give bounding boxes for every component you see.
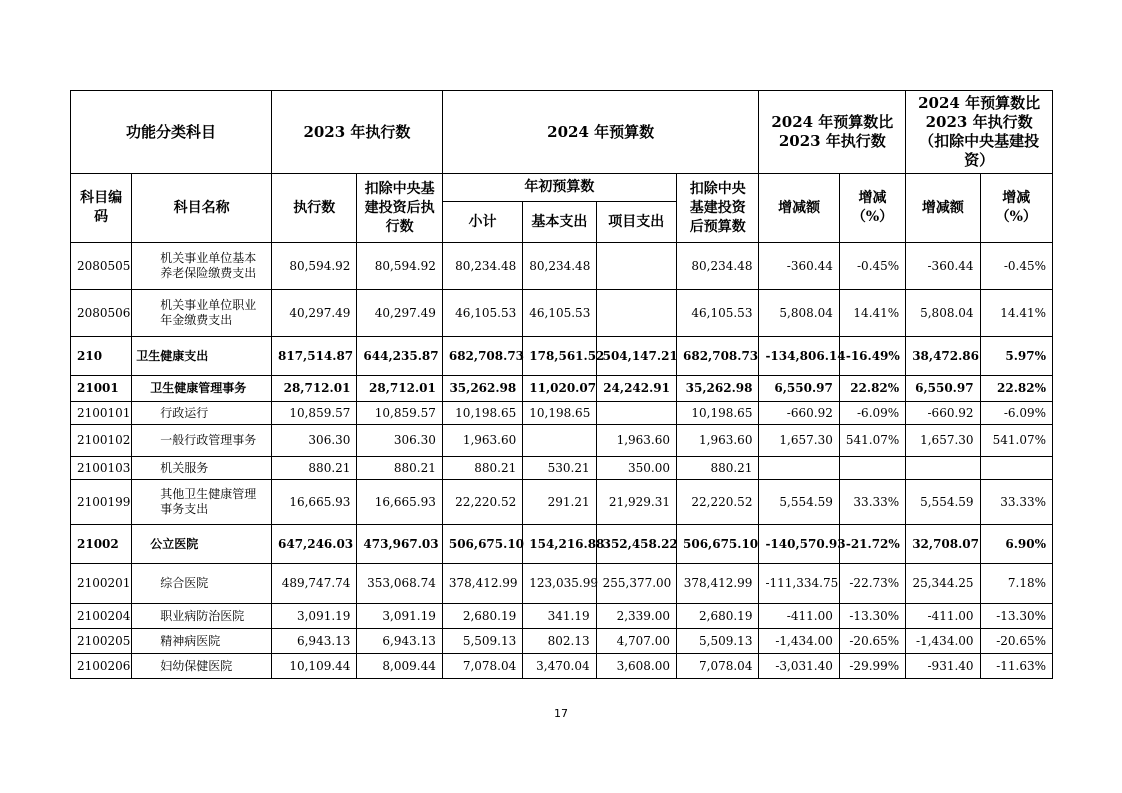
header-budget-excl: 扣除中央基建投资后预算数 <box>677 174 759 243</box>
cell-value: 353,068.74 <box>357 564 442 604</box>
cell-value: 35,262.98 <box>677 376 759 402</box>
cell-value: 880.21 <box>272 457 357 480</box>
header-compare: 2024 年预算数比 2023 年执行数 <box>759 91 906 174</box>
cell-value: 10,859.57 <box>272 402 357 425</box>
cell-value <box>596 402 676 425</box>
cell-value: 5,509.13 <box>442 629 522 654</box>
cell-value: -21.72% <box>839 525 905 564</box>
cell-value: 6,550.97 <box>906 376 980 402</box>
cell-value: 80,234.48 <box>523 243 596 290</box>
cell-value: -0.45% <box>839 243 905 290</box>
cell-value: 378,412.99 <box>442 564 522 604</box>
cell-value: 378,412.99 <box>677 564 759 604</box>
cell-value: -0.45% <box>980 243 1052 290</box>
cell-value: 4,707.00 <box>596 629 676 654</box>
cell-value: 10,198.65 <box>442 402 522 425</box>
cell-value: -1,434.00 <box>759 629 839 654</box>
cell-value: 506,675.10 <box>677 525 759 564</box>
cell-value: 350.00 <box>596 457 676 480</box>
cell-value: 1,963.60 <box>677 425 759 457</box>
cell-value: 817,514.87 <box>272 337 357 376</box>
cell-value: 22,220.52 <box>677 480 759 525</box>
cell-value: -411.00 <box>906 604 980 629</box>
cell-value: 14.41% <box>839 290 905 337</box>
table-row <box>71 376 1053 402</box>
cell-value: -6.09% <box>980 402 1052 425</box>
cell-value: 3,470.04 <box>523 654 596 679</box>
cell-code: 2100103 <box>71 457 132 480</box>
budget-table <box>70 90 1053 679</box>
header-project: 项目支出 <box>596 202 676 243</box>
cell-value: -111,334.75 <box>759 564 839 604</box>
cell-value: 46,105.53 <box>442 290 522 337</box>
cell-code: 2100102 <box>71 425 132 457</box>
cell-name: 公立医院 <box>132 525 272 564</box>
cell-value: 6,550.97 <box>759 376 839 402</box>
table-row <box>71 629 1053 654</box>
cell-value: 10,859.57 <box>357 402 442 425</box>
cell-value: -411.00 <box>759 604 839 629</box>
cell-value: 682,708.73 <box>677 337 759 376</box>
cell-value: 154,216.88 <box>523 525 596 564</box>
cell-value: -29.99% <box>839 654 905 679</box>
cell-value: 5.97% <box>980 337 1052 376</box>
cell-code: 2100204 <box>71 604 132 629</box>
cell-value: 10,109.44 <box>272 654 357 679</box>
cell-value: 80,594.92 <box>357 243 442 290</box>
cell-value: 80,594.92 <box>272 243 357 290</box>
cell-name: 机关服务 <box>132 457 272 480</box>
cell-value: 504,147.21 <box>596 337 676 376</box>
header-compare-excl: 2024 年预算数比 2023 年执行数 （扣除中央基建投资） <box>906 91 1053 174</box>
cell-value: 33.33% <box>839 480 905 525</box>
table-row <box>71 564 1053 604</box>
cell-value <box>523 425 596 457</box>
cell-value: -660.92 <box>759 402 839 425</box>
cell-code: 2100199 <box>71 480 132 525</box>
cell-value: 5,554.59 <box>906 480 980 525</box>
table-row <box>71 425 1053 457</box>
cell-value: 7.18% <box>980 564 1052 604</box>
header-exec: 执行数 <box>272 174 357 243</box>
cell-value: 682,708.73 <box>442 337 522 376</box>
header-percent-2: 增减（%） <box>980 174 1052 243</box>
header-basic: 基本支出 <box>523 202 596 243</box>
cell-value <box>980 457 1052 480</box>
table-row <box>71 654 1053 679</box>
cell-value: -6.09% <box>839 402 905 425</box>
header-subtotal: 小计 <box>442 202 522 243</box>
cell-value: 341.19 <box>523 604 596 629</box>
cell-value: 22,220.52 <box>442 480 522 525</box>
table-row <box>71 525 1053 564</box>
cell-code: 21001 <box>71 376 132 402</box>
header-code: 科目编码 <box>71 174 132 243</box>
cell-code: 2080506 <box>71 290 132 337</box>
cell-value: 33.33% <box>980 480 1052 525</box>
cell-value: -20.65% <box>839 629 905 654</box>
cell-name: 机关事业单位基本养老保险缴费支出 <box>132 243 272 290</box>
cell-value: 22.82% <box>980 376 1052 402</box>
cell-value: 40,297.49 <box>357 290 442 337</box>
cell-value: -16.49% <box>839 337 905 376</box>
cell-value: -13.30% <box>980 604 1052 629</box>
cell-value: 7,078.04 <box>677 654 759 679</box>
cell-value: -660.92 <box>906 402 980 425</box>
cell-code: 2080505 <box>71 243 132 290</box>
header-budget-2024: 2024 年预算数 <box>442 91 759 174</box>
page-number: 17 <box>554 707 568 720</box>
cell-value: 5,808.04 <box>906 290 980 337</box>
cell-name: 卫生健康支出 <box>132 337 272 376</box>
cell-value: 306.30 <box>272 425 357 457</box>
cell-value: 21,929.31 <box>596 480 676 525</box>
cell-value: -20.65% <box>980 629 1052 654</box>
cell-value: 5,554.59 <box>759 480 839 525</box>
cell-value: 802.13 <box>523 629 596 654</box>
cell-value: 14.41% <box>980 290 1052 337</box>
cell-value: 10,198.65 <box>523 402 596 425</box>
cell-value: -140,570.93 <box>759 525 839 564</box>
cell-value <box>759 457 839 480</box>
table-row <box>71 337 1053 376</box>
header-name: 科目名称 <box>132 174 272 243</box>
table-row <box>71 243 1053 290</box>
header-percent: 增减（%） <box>839 174 905 243</box>
cell-code: 210 <box>71 337 132 376</box>
cell-value: -1,434.00 <box>906 629 980 654</box>
cell-value: 3,608.00 <box>596 654 676 679</box>
table-row <box>71 457 1053 480</box>
cell-value: 80,234.48 <box>677 243 759 290</box>
cell-name: 一般行政管理事务 <box>132 425 272 457</box>
cell-value: 1,963.60 <box>596 425 676 457</box>
cell-value: 880.21 <box>357 457 442 480</box>
cell-value: 291.21 <box>523 480 596 525</box>
cell-name: 卫生健康管理事务 <box>132 376 272 402</box>
cell-value: 2,680.19 <box>442 604 522 629</box>
cell-name: 其他卫生健康管理事务支出 <box>132 480 272 525</box>
cell-value: 255,377.00 <box>596 564 676 604</box>
cell-name: 职业病防治医院 <box>132 604 272 629</box>
cell-value: -360.44 <box>759 243 839 290</box>
cell-value: 530.21 <box>523 457 596 480</box>
cell-value: 880.21 <box>442 457 522 480</box>
cell-name: 妇幼保健医院 <box>132 654 272 679</box>
cell-value: 1,963.60 <box>442 425 522 457</box>
cell-value: -931.40 <box>906 654 980 679</box>
table-row <box>71 480 1053 525</box>
cell-value: 16,665.93 <box>357 480 442 525</box>
cell-code: 2100201 <box>71 564 132 604</box>
cell-value: 46,105.53 <box>677 290 759 337</box>
cell-value: -22.73% <box>839 564 905 604</box>
cell-value: 38,472.86 <box>906 337 980 376</box>
cell-code: 2100206 <box>71 654 132 679</box>
cell-value: 306.30 <box>357 425 442 457</box>
cell-value: 6,943.13 <box>357 629 442 654</box>
cell-value: 11,020.07 <box>523 376 596 402</box>
header-increase-2: 增减额 <box>906 174 980 243</box>
cell-value: 40,297.49 <box>272 290 357 337</box>
cell-value <box>596 290 676 337</box>
cell-value: 352,458.22 <box>596 525 676 564</box>
cell-value: 2,680.19 <box>677 604 759 629</box>
cell-value: 25,344.25 <box>906 564 980 604</box>
table-row <box>71 604 1053 629</box>
cell-value: 1,657.30 <box>759 425 839 457</box>
cell-value <box>596 243 676 290</box>
cell-value: -3,031.40 <box>759 654 839 679</box>
cell-value: 6.90% <box>980 525 1052 564</box>
cell-value: 16,665.93 <box>272 480 357 525</box>
cell-value: 3,091.19 <box>272 604 357 629</box>
cell-value: 5,509.13 <box>677 629 759 654</box>
cell-value: 647,246.03 <box>272 525 357 564</box>
cell-value: 28,712.01 <box>272 376 357 402</box>
cell-value: 10,198.65 <box>677 402 759 425</box>
table-row <box>71 290 1053 337</box>
cell-value: 80,234.48 <box>442 243 522 290</box>
cell-value: 644,235.87 <box>357 337 442 376</box>
cell-value: 22.82% <box>839 376 905 402</box>
cell-value: 7,078.04 <box>442 654 522 679</box>
cell-value: 8,009.44 <box>357 654 442 679</box>
header-initial-budget: 年初预算数 <box>442 174 676 202</box>
cell-value: 28,712.01 <box>357 376 442 402</box>
cell-value: -11.63% <box>980 654 1052 679</box>
header-func-class: 功能分类科目 <box>71 91 272 174</box>
cell-code: 21002 <box>71 525 132 564</box>
cell-value: 5,808.04 <box>759 290 839 337</box>
cell-code: 2100101 <box>71 402 132 425</box>
cell-value: -360.44 <box>906 243 980 290</box>
cell-value: 1,657.30 <box>906 425 980 457</box>
cell-name: 综合医院 <box>132 564 272 604</box>
cell-name: 机关事业单位职业年金缴费支出 <box>132 290 272 337</box>
header-exec-2023: 2023 年执行数 <box>272 91 443 174</box>
cell-value: 2,339.00 <box>596 604 676 629</box>
cell-value: 35,262.98 <box>442 376 522 402</box>
cell-value: 489,747.74 <box>272 564 357 604</box>
header-increase: 增减额 <box>759 174 839 243</box>
cell-code: 2100205 <box>71 629 132 654</box>
cell-value: -13.30% <box>839 604 905 629</box>
cell-name: 精神病医院 <box>132 629 272 654</box>
cell-value: 541.07% <box>839 425 905 457</box>
cell-value: -134,806.14 <box>759 337 839 376</box>
table-row <box>71 402 1053 425</box>
cell-value <box>839 457 905 480</box>
cell-value: 123,035.99 <box>523 564 596 604</box>
cell-value: 24,242.91 <box>596 376 676 402</box>
cell-value: 32,708.07 <box>906 525 980 564</box>
cell-value: 46,105.53 <box>523 290 596 337</box>
header-exec-excl: 扣除中央基建投资后执行数 <box>357 174 442 243</box>
cell-value: 473,967.03 <box>357 525 442 564</box>
cell-value: 541.07% <box>980 425 1052 457</box>
cell-value <box>906 457 980 480</box>
cell-name: 行政运行 <box>132 402 272 425</box>
cell-value: 178,561.52 <box>523 337 596 376</box>
cell-value: 6,943.13 <box>272 629 357 654</box>
cell-value: 506,675.10 <box>442 525 522 564</box>
cell-value: 3,091.19 <box>357 604 442 629</box>
cell-value: 880.21 <box>677 457 759 480</box>
